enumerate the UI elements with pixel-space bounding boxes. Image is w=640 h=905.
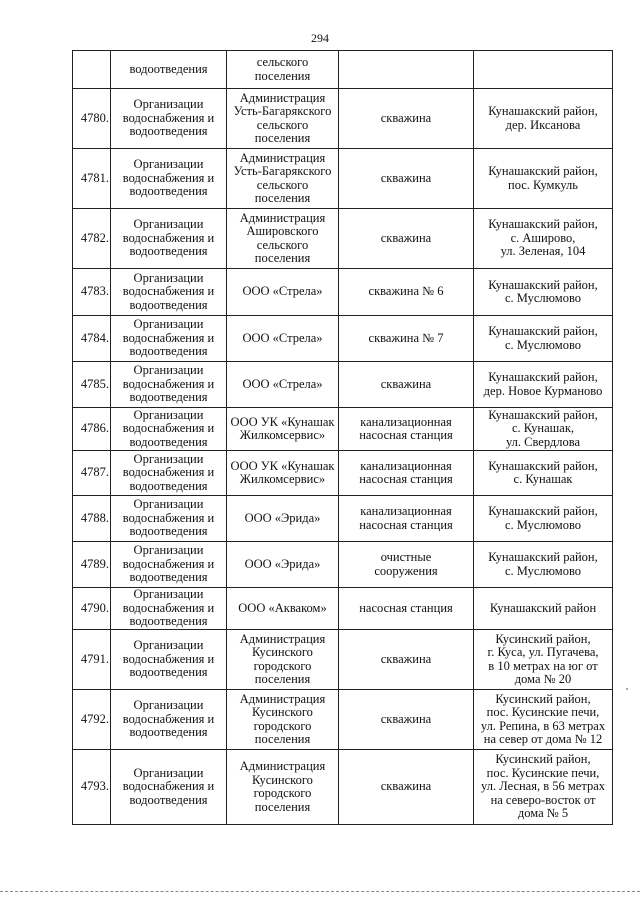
- operator-line: сельского: [256, 55, 309, 69]
- location-cell: [474, 690, 613, 750]
- location-line: г. Куса, ул. Пугачева,: [487, 645, 599, 659]
- operator-line: ООО «Эрида»: [244, 556, 321, 571]
- object-cell: [339, 362, 474, 408]
- category-line: водоснабжения и: [122, 556, 215, 571]
- category-line: водоотведения: [129, 725, 208, 740]
- operator-line: Администрация: [239, 210, 326, 225]
- location-line: дома № 5: [517, 806, 569, 821]
- scan-speck: [626, 688, 628, 690]
- category-line: водоснабжения и: [122, 510, 215, 525]
- object-cell: [339, 316, 474, 362]
- operator-line: Администрация: [239, 631, 326, 646]
- object-cell: [339, 588, 474, 630]
- table-row: [73, 89, 613, 149]
- object-line: скважина № 6: [368, 284, 444, 299]
- table-row: [73, 269, 613, 316]
- operator-line: Кусинского: [252, 705, 313, 719]
- category-line: водоснабжения и: [122, 330, 215, 345]
- category-line: водоотведения: [129, 124, 208, 139]
- location-line: Кунашакский район,: [488, 217, 598, 232]
- location-line: Кусинский район,: [495, 631, 591, 646]
- operator-line: поселения: [254, 68, 311, 83]
- page-number: 294: [311, 31, 329, 45]
- register-table-body: [73, 51, 613, 825]
- operator-line: Администрация: [239, 691, 326, 706]
- operator-line: городского: [253, 786, 312, 800]
- category-cell: [111, 362, 227, 408]
- operator-line: Усть-Багарякского: [233, 164, 332, 178]
- operator-cell: [227, 316, 339, 362]
- object-line: насосная станция: [359, 517, 453, 532]
- location-cell: [474, 496, 613, 542]
- operator-line: Администрация: [239, 150, 326, 165]
- operator-line: ООО «Акваком»: [238, 600, 327, 615]
- row-number: 4788.: [73, 496, 111, 542]
- category-line: Организации: [133, 638, 204, 653]
- category-line: Организации: [133, 407, 204, 422]
- operator-cell: [227, 451, 339, 496]
- table-row: [73, 209, 613, 269]
- category-line: Организации: [133, 587, 204, 602]
- object-cell: [339, 496, 474, 542]
- object-line: скважина № 7: [368, 330, 444, 345]
- location-cell: [474, 408, 613, 451]
- category-line: водоотведения: [129, 244, 208, 259]
- table-row: [73, 451, 613, 496]
- object-line: насосная станция: [359, 428, 453, 442]
- operator-line: поселения: [254, 732, 311, 746]
- row-number: 4782.: [73, 209, 111, 269]
- table-row: [73, 588, 613, 630]
- object-line: канализационная: [360, 504, 452, 518]
- category-line: водоотведения: [129, 184, 208, 199]
- object-cell: [339, 451, 474, 496]
- location-cell: [474, 51, 613, 89]
- row-number: 4786.: [73, 408, 111, 451]
- object-line: насосная станция: [359, 472, 453, 486]
- location-line: на северо-восток от: [490, 792, 596, 807]
- category-line: Организации: [133, 698, 204, 713]
- object-line: скважина: [380, 170, 432, 185]
- category-line: водоснабжения и: [122, 421, 215, 436]
- category-line: водоснабжения и: [122, 170, 215, 185]
- object-cell: [339, 690, 474, 750]
- location-line: Кунашакский район,: [488, 504, 598, 518]
- location-cell: [474, 750, 613, 825]
- object-line: насосная станция: [359, 600, 453, 615]
- category-line: водоснабжения и: [122, 651, 215, 666]
- operator-cell: [227, 542, 339, 588]
- operator-line: ООО «Стрела»: [242, 376, 323, 391]
- category-line: водоснабжения и: [122, 600, 215, 615]
- category-line: Организации: [133, 497, 204, 512]
- table-row: [73, 542, 613, 588]
- category-line: водоотведения: [129, 792, 208, 807]
- location-line: пос. Кусинские печи,: [486, 705, 600, 719]
- category-line: водоотведения: [129, 434, 208, 449]
- category-line: Организации: [133, 157, 204, 172]
- category-line: Организации: [133, 217, 204, 232]
- category-line: водоотведения: [129, 390, 208, 405]
- location-line: Кунашакский район,: [488, 324, 598, 338]
- category-line: водоснабжения и: [122, 376, 215, 391]
- location-line: Кусинский район,: [495, 691, 591, 706]
- object-cell: [339, 89, 474, 149]
- category-line: водоснабжения и: [122, 230, 215, 245]
- object-cell: [339, 630, 474, 690]
- category-line: водоотведения: [129, 297, 208, 312]
- operator-line: Кусинского: [252, 645, 313, 659]
- object-line: скважина: [380, 230, 432, 245]
- row-number: 4780.: [73, 89, 111, 149]
- operator-line: ООО «Стрела»: [242, 330, 323, 345]
- operator-cell: [227, 588, 339, 630]
- row-number: 4787.: [73, 451, 111, 496]
- object-cell: [339, 209, 474, 269]
- operator-cell: [227, 362, 339, 408]
- category-cell: [111, 408, 227, 451]
- category-line: водоотведения: [129, 344, 208, 359]
- table-row: [73, 690, 613, 750]
- table-row: [73, 630, 613, 690]
- operator-line: Жилкомсервис»: [239, 428, 326, 442]
- location-line: в 10 метрах на юг от: [488, 658, 598, 673]
- operator-line: сельского: [256, 117, 309, 132]
- category-line: Организации: [133, 765, 204, 780]
- category-line: водоснабжения и: [122, 284, 215, 299]
- location-line: ул. Лесная, в 56 метрах: [481, 779, 605, 794]
- location-cell: [474, 316, 613, 362]
- row-number: 4783.: [73, 269, 111, 316]
- location-line: пос. Кусинские печи,: [486, 765, 600, 780]
- object-line: очистные: [380, 550, 432, 564]
- location-cell: [474, 362, 613, 408]
- location-line: с. Кунашак: [513, 472, 573, 486]
- operator-line: Аширoвского: [246, 224, 319, 238]
- table-row: [73, 408, 613, 451]
- register-table: [72, 50, 613, 825]
- location-line: ул. Репина, в 63 метрах: [480, 718, 606, 733]
- location-line: дер. Новое Курманово: [483, 383, 603, 398]
- category-cell: [111, 316, 227, 362]
- category-cell: [111, 630, 227, 690]
- location-line: Кунашакский район,: [488, 458, 598, 473]
- operator-cell: [227, 89, 339, 149]
- location-line: Кунашакский район,: [488, 104, 598, 118]
- object-line: скважина: [380, 376, 432, 391]
- location-line: ул. Зеленая, 104: [500, 244, 586, 259]
- category-line: Организации: [133, 451, 204, 466]
- location-line: дома № 20: [514, 672, 572, 686]
- category-cell: [111, 451, 227, 496]
- category-line: Организации: [133, 270, 204, 285]
- category-line: водоснабжения и: [122, 779, 215, 794]
- location-cell: [474, 588, 613, 630]
- location-line: Кунашакский район,: [488, 550, 598, 564]
- object-line: канализационная: [360, 458, 452, 473]
- category-cell: [111, 269, 227, 316]
- category-line: водоотведения: [129, 570, 208, 585]
- object-cell: [339, 750, 474, 825]
- location-line: Кусинский район,: [495, 752, 591, 767]
- location-line: ул. Свердлова: [505, 434, 581, 449]
- page-bottom-rule: [0, 891, 640, 892]
- operator-cell: [227, 408, 339, 451]
- category-cell: [111, 209, 227, 269]
- table-row: [73, 750, 613, 825]
- location-cell: [474, 451, 613, 496]
- object-line: скважина: [380, 651, 432, 666]
- object-line: сооружения: [374, 563, 438, 578]
- table-row: [73, 316, 613, 362]
- category-cell: [111, 51, 227, 89]
- location-line: Кунашакский район: [489, 600, 597, 615]
- operator-line: поселения: [254, 191, 311, 205]
- category-line: водоснабжения и: [122, 711, 215, 726]
- row-number: [73, 51, 111, 89]
- operator-line: сельского: [256, 177, 309, 192]
- category-cell: [111, 690, 227, 750]
- row-number: 4792.: [73, 690, 111, 750]
- category-line: Организации: [133, 317, 204, 332]
- operator-cell: [227, 496, 339, 542]
- category-line: водоотведения: [129, 478, 208, 493]
- row-number: 4791.: [73, 630, 111, 690]
- category-line: водоотведения: [129, 61, 208, 76]
- table-row: [73, 362, 613, 408]
- location-line: с. Кунашак,: [511, 421, 575, 436]
- object-cell: [339, 149, 474, 209]
- operator-line: поселения: [254, 251, 311, 265]
- object-cell: [339, 542, 474, 588]
- location-line: Кунашакский район,: [488, 370, 598, 384]
- category-line: водоснабжения и: [122, 110, 215, 125]
- category-line: водоснабжения и: [122, 465, 215, 480]
- location-line: Кунашакский район,: [488, 164, 598, 178]
- operator-line: поселения: [254, 799, 311, 814]
- location-cell: [474, 269, 613, 316]
- table-row: [73, 51, 613, 89]
- location-line: с. Аширово,: [510, 230, 576, 245]
- operator-line: городского: [253, 718, 312, 733]
- table-row: [73, 149, 613, 209]
- operator-line: городского: [253, 658, 312, 673]
- row-number: 4793.: [73, 750, 111, 825]
- location-cell: [474, 630, 613, 690]
- category-cell: [111, 542, 227, 588]
- operator-line: Жилкомсервис»: [239, 472, 326, 486]
- operator-cell: [227, 269, 339, 316]
- object-line: канализационная: [360, 414, 452, 429]
- operator-line: поселения: [254, 131, 311, 145]
- category-line: водоотведения: [129, 524, 208, 539]
- object-cell: [339, 408, 474, 451]
- location-cell: [474, 149, 613, 209]
- object-line: скважина: [380, 779, 432, 794]
- category-cell: [111, 149, 227, 209]
- operator-cell: [227, 750, 339, 825]
- category-line: водоотведения: [129, 665, 208, 680]
- row-number: 4789.: [73, 542, 111, 588]
- location-cell: [474, 89, 613, 149]
- location-cell: [474, 542, 613, 588]
- operator-line: ООО УК «Кунашак: [230, 414, 335, 429]
- location-line: с. Муслюмово: [504, 291, 582, 305]
- object-line: скважина: [380, 110, 432, 125]
- operator-line: Администрация: [239, 90, 326, 105]
- location-line: дер. Иксанова: [505, 117, 581, 132]
- operator-line: сельского: [256, 237, 309, 252]
- row-number: 4781.: [73, 149, 111, 209]
- row-number: 4784.: [73, 316, 111, 362]
- object-line: скважина: [380, 711, 432, 726]
- location-line: с. Муслюмово: [504, 517, 582, 532]
- location-line: с. Муслюмово: [504, 337, 582, 352]
- operator-line: Кусинского: [252, 772, 313, 787]
- operator-line: Усть-Багарякского: [233, 104, 332, 118]
- operator-cell: [227, 149, 339, 209]
- location-line: пос. Кумкуль: [508, 177, 578, 192]
- location-line: с. Муслюмово: [504, 563, 582, 578]
- category-cell: [111, 496, 227, 542]
- category-line: Организации: [133, 543, 204, 558]
- category-line: Организации: [133, 363, 204, 378]
- operator-cell: [227, 209, 339, 269]
- object-cell: [339, 269, 474, 316]
- row-number: 4785.: [73, 362, 111, 408]
- category-cell: [111, 588, 227, 630]
- category-line: Организации: [133, 97, 204, 112]
- operator-line: ООО «Эрида»: [244, 510, 321, 525]
- operator-line: Администрация: [239, 759, 326, 773]
- operator-line: поселения: [254, 672, 311, 686]
- operator-cell: [227, 51, 339, 89]
- category-cell: [111, 89, 227, 149]
- location-line: Кунашакский район,: [488, 277, 598, 292]
- object-cell: [339, 51, 474, 89]
- category-cell: [111, 750, 227, 825]
- operator-cell: [227, 690, 339, 750]
- operator-line: ООО «Стрела»: [242, 284, 323, 299]
- table-row: [73, 496, 613, 542]
- location-line: Кунашакский район,: [488, 407, 598, 422]
- operator-cell: [227, 630, 339, 690]
- category-line: водоотведения: [129, 614, 208, 629]
- location-cell: [474, 209, 613, 269]
- row-number: 4790.: [73, 588, 111, 630]
- location-line: на север от дома № 12: [483, 732, 603, 746]
- operator-line: ООО УК «Кунашак: [230, 458, 335, 473]
